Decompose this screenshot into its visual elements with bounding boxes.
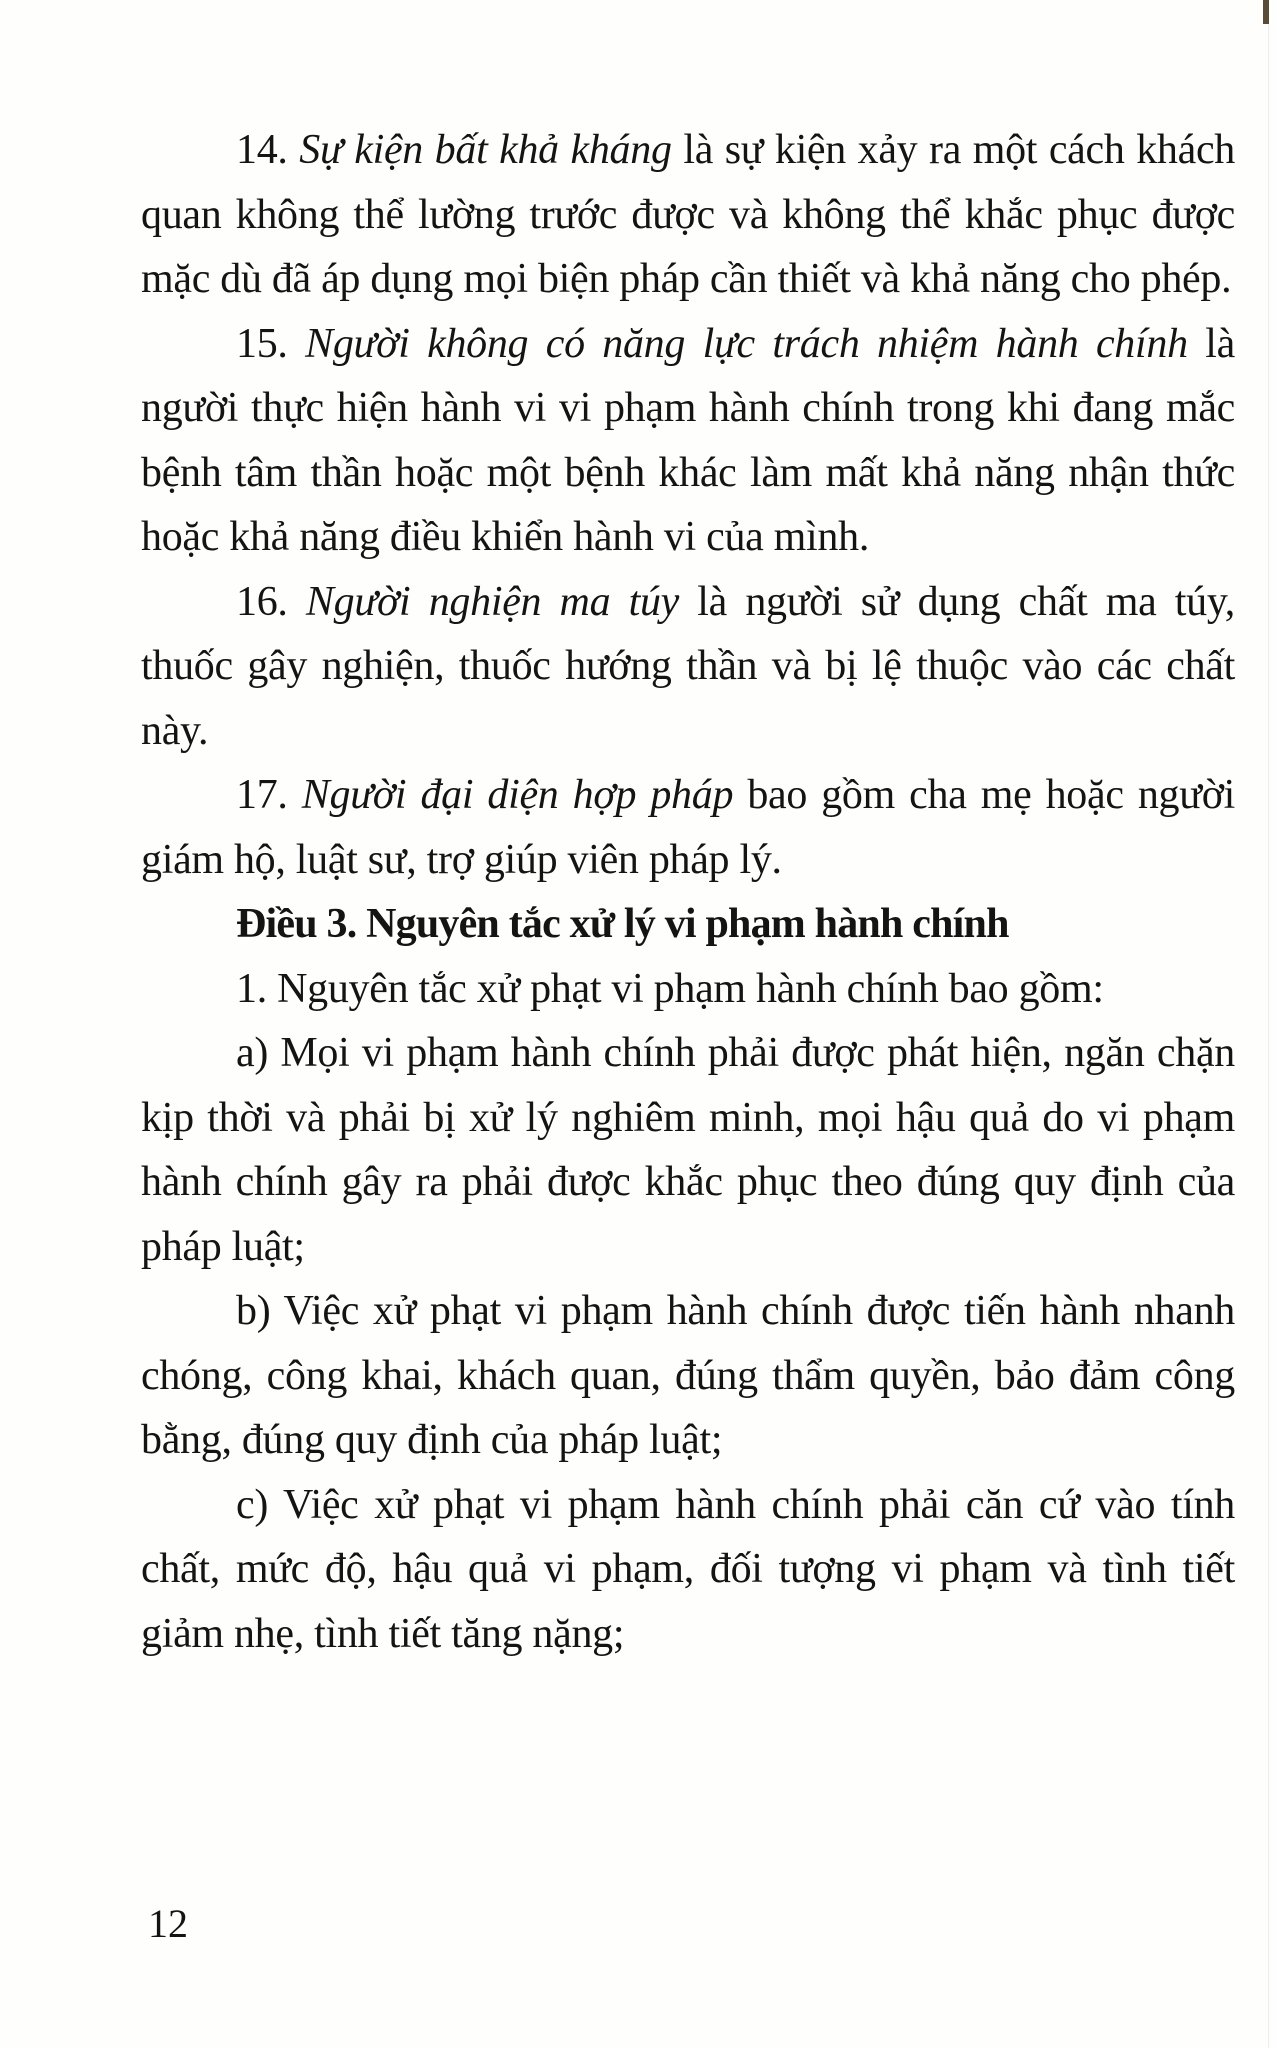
article-heading: Điều 3. Nguyên tắc xử lý vi phạm hành chính	[236, 901, 1009, 947]
clause-1c: c) Việc xử phạt vi phạm hành chính phải căn cứ vào tính chất, mức độ, hậu quả vi phạm, đối tượng vi phạm và tình tiết giảm nhẹ, tình tiết tăng nặng;	[141, 1481, 1235, 1657]
definition-text: bao gồm cha mẹ hoặc người giám hộ, luật sư, trợ giúp viên pháp lý.	[141, 772, 1235, 883]
clause-1: 1. Nguyên tắc xử phạt vi phạm hành chính bao gồm:	[236, 965, 1104, 1012]
definition-17	[141, 763, 1235, 892]
definition-text: là người thực hiện hành vi vi phạm hành chính trong khi đang mắc bệnh tâm thần hoặc một bệnh khác làm mất khả năng nhận thức hoặc khả năng điều khiển hành vi của mình.	[141, 320, 1235, 560]
definition-14	[141, 118, 1235, 312]
page-edge-line	[1268, 24, 1269, 2048]
clause-1a: a) Mọi vi phạm hành chính phải được phát hiện, ngăn chặn kịp thời và phải bị xử lý nghiêm minh, mọi hậu quả do vi phạm hành chính gây ra phải được khắc phục theo đúng quy định của pháp luật;	[141, 1030, 1235, 1270]
defined-term: Người nghiện ma túy	[305, 578, 679, 625]
definition-16	[141, 570, 1235, 764]
defined-term: Sự kiện bất khả kháng	[299, 127, 672, 173]
definition-number: 16.	[236, 578, 288, 625]
definition-number: 14.	[236, 127, 288, 173]
clause-1b: b) Việc xử phạt vi phạm hành chính được tiến hành nhanh chóng, công khai, khách quan, đúng thẩm quyền, bảo đảm công bằng, đúng quy định của pháp luật;	[141, 1288, 1235, 1463]
page-body	[141, 118, 1235, 1666]
definition-number: 15.	[236, 320, 288, 367]
page-edge-mark	[1263, 0, 1269, 24]
page-number: 12	[148, 1901, 188, 1946]
defined-term: Người đại diện hợp pháp	[301, 772, 734, 818]
defined-term: Người không có năng lực trách nhiệm hành chính	[305, 320, 1188, 367]
definition-number: 17.	[236, 772, 288, 818]
definition-text: là người sử dụng chất ma túy, thuốc gây nghiện, thuốc hướng thần và bị lệ thuộc vào các chất này.	[141, 578, 1235, 754]
definition-15	[141, 312, 1235, 570]
definition-text: là sự kiện xảy ra một cách khách quan không thể lường trước được và không thể khắc phục được mặc dù đã áp dụng mọi biện pháp cần thiết và khả năng cho phép.	[141, 127, 1236, 302]
